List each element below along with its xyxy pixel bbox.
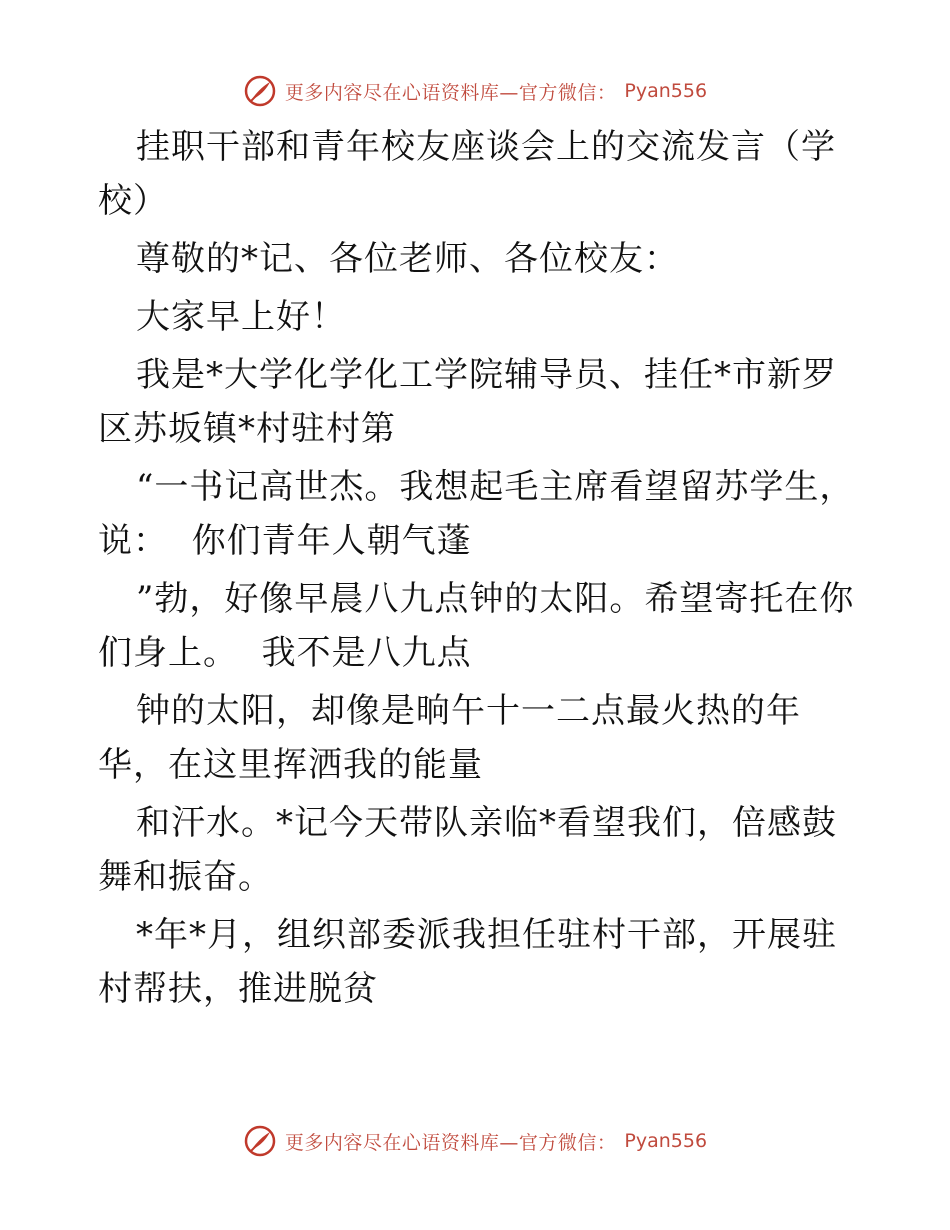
watermark-account: Pyan556 — [624, 80, 708, 102]
salutation: 尊敬的*记、各位老师、各位校友： — [136, 239, 679, 279]
footer-watermark — [0, 1124, 950, 1158]
body-paragraph: “一书记高世杰。我想起毛主席看望留苏学生，说： 你们青年人朝气蓬 — [98, 467, 855, 561]
watermark-account: Pyan556 — [624, 1130, 708, 1152]
body-paragraph: 和汗水。*记今天带队亲临*看望我们，倍感鼓舞和振奋。 — [98, 803, 837, 897]
watermark-text: 更多内容尽在心语资料库—官方微信： — [284, 81, 617, 104]
feather-pen-logo-icon — [243, 1124, 277, 1158]
body-paragraph: *年*月，组织部委派我担任驻村干部，开展驻村帮扶，推进脱贫 — [98, 915, 837, 1009]
document-body — [98, 120, 858, 1016]
document-title: 挂职干部和青年校友座谈会上的交流发言（学校） — [98, 127, 836, 221]
greeting: 大家早上好！ — [136, 297, 346, 337]
body-paragraph: ”勃，好像早晨八九点钟的太阳。希望寄托在你们身上。 我不是八九点 — [98, 579, 855, 673]
watermark-text: 更多内容尽在心语资料库—官方微信： — [284, 1131, 617, 1154]
header-watermark — [0, 74, 950, 108]
body-paragraph: 我是*大学化学化工学院辅导员、挂任*市新罗区苏坂镇*村驻村第 — [98, 355, 837, 449]
body-paragraph: 钟的太阳，却像是晌午十一二点最火热的年华，在这里挥洒我的能量 — [98, 691, 801, 785]
feather-pen-logo-icon — [243, 74, 277, 108]
